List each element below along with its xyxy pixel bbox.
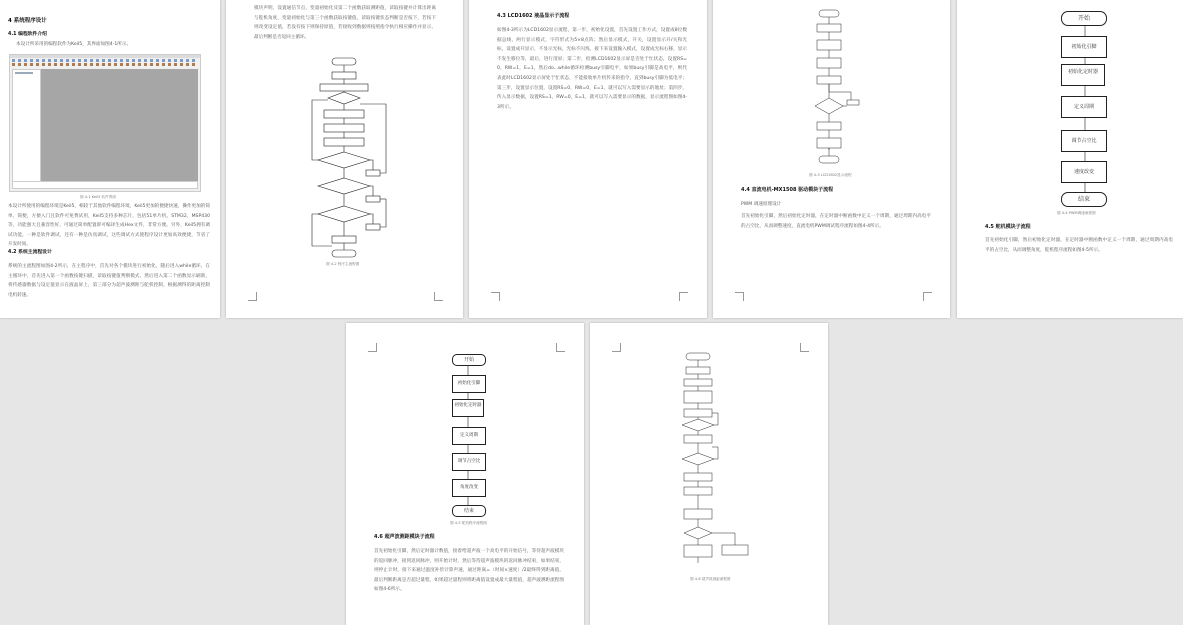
ultrasonic-flowchart: [590, 323, 828, 583]
flow-terminal-start: 开始: [452, 354, 486, 366]
section-heading: 4.4 直流电机-MX1508 驱动模块子流程: [741, 187, 834, 193]
flow-step: 角度改变: [452, 479, 486, 497]
document-page-4: [713, 0, 950, 318]
document-page-1: [0, 0, 220, 318]
paragraph: 本设计所使用的编程环境是Keil5，相较于其他软件编程环境，Keil5更加的便捷快速，操作更加的简单，简便，方便入门且软件可免费试用，Keil5支持多种芯片，包括51单片机，STM32，MSP430等，功能强大且兼容性好，可通过简单配置即可编译生成Hex文件，非常方便。另外，Keil5拥有调试功能，一种是软件调试，还有一种是仿真调试，这些调试方式使程序设计更加高效便捷，节省了开发时间。: [8, 204, 210, 248]
flow-step: 初始化引脚: [452, 375, 486, 393]
paragraph: 如图4-3所示为LCD1602显示流程，第一步，初始化设置，首先设置工作方式，设置成8位数据总线，两行显示模式，字符形式为5×8点阵；然后显示模式，开关，设置显示开/关和光标，设置成开显示，不显示光标，光标不闪烁，接下来设置输入模式，设置成光标右移，显示不发生移位等，最后，进行清屏；第二步，检测LCD1602显示屏是否处于忙状态，设置RS=0，RW=1，E=1，然后do...while循环检测busy引脚电平，如果busy引脚是高电平，则代表此时LCD1602显示屏处于忙状态，不能接收单片机传来的指令，直到busy引脚为低电平；第三步，设置显示位置，设置RS=0，RW=0，E=1，就可以写入需要显示的地址；第四步，传入显示数据，设置RS=1，RW=0，E=1，就可以写入需要显示的数据，显示流程图如图4-3所示。: [497, 28, 687, 110]
servo-flowchart: [346, 323, 584, 523]
section-heading: 4.2 系统主流程设计: [8, 250, 52, 255]
flow-step: 初始化引脚: [1061, 36, 1107, 58]
flow-step: 调节占空比: [452, 453, 486, 471]
figure-caption: 图 4-1 Keil5 软件界面: [80, 195, 116, 199]
flow-terminal-end: 结束: [452, 505, 486, 517]
lcd-flowchart: [713, 0, 950, 318]
paragraph: 本设计所采用的编程软件为Keil5，其界面如图4-1所示。: [16, 42, 132, 47]
figure-caption: 图 4-4 PWM调速流程图: [1057, 211, 1096, 215]
chapter-heading: 4 系统程序设计: [8, 18, 47, 24]
document-page-3: [469, 0, 707, 318]
section-heading: 4.1 编程软件介绍: [8, 32, 47, 37]
keil-screenshot: [9, 54, 201, 192]
document-page-5: [957, 0, 1183, 318]
editor-area: [41, 69, 198, 181]
figure-caption: 图 4-6 超声波测距流程图: [690, 577, 731, 581]
document-page-7: [590, 323, 828, 625]
flow-step: 调节占空比: [1061, 130, 1107, 152]
sub-heading: PWM 调速原理设计: [741, 202, 782, 207]
pwm-flowchart: [957, 0, 1183, 210]
figure-caption: 图 4-2 程序主流程图: [326, 262, 360, 266]
main-flowchart: [226, 0, 463, 318]
document-page-6: [346, 323, 584, 625]
paragraph: 首先初始化引脚，然后初始化定时器，在定时器中断函数中定义一个周期，通过周期内高电平的占空比，从而调整角度，舵机程序流程如图4-5所示。: [985, 238, 1173, 253]
flow-step: 定义周期: [1061, 96, 1107, 118]
flow-step: 初始化定时器: [452, 399, 484, 417]
flow-step: 速度改变: [1061, 161, 1107, 183]
paragraph: 首先初始化引脚，然后定时器计数值，接着给超声波一个高电平的开始信号，等待超声波模块的返回脉冲，接到返回脉冲，则开始计时，然后等待超声波模块的返回脉冲结束，如果结束，则停止计时，接下来通过温度补偿计算声速，通过距离=（时间×速度）/2最终得到距离值，最后判断距离是否超过量程，如果超过量程则将距离值设置成最大量程值，超声波测距流程图如图4-6所示。: [374, 549, 564, 593]
paragraph: 首先初始化引脚，然后初始化定时器，在定时器中断函数中定义一个周期，通过周期内高电平的占空比，从而调整速度，直流电机PWM调试程序流程如图4-4所示。: [741, 214, 931, 229]
section-heading: 4.6 超声波测距模块子流程: [374, 534, 435, 540]
paragraph: 系统的主流程图如图4-2所示，在主程序中，首先对各个模块进行初始化，随后进入while循环，在主循环中，首先进入第一个函数按键扫描，读取按键值判断模式，然后进入第二个函数显示刷新，将传感器数据与设定值显示在液晶屏上，第三部分为超声波测距与舵机控制，根据测得的距离控制电机转速。: [8, 264, 210, 298]
section-heading: 4.5 舵机模块子流程: [985, 224, 1031, 230]
flow-step: 初始化定时器: [1061, 64, 1105, 86]
flow-step: 定义周期: [452, 427, 486, 445]
flow-terminal-start: 开始: [1061, 11, 1107, 26]
figure-caption: 图 4-3 LCD1602显示流程: [809, 173, 852, 177]
section-heading: 4.3 LCD1602 液晶显示子流程: [497, 13, 570, 19]
paragraph: 模块声明，设置通信节点，变量初始化及第二个函数获取测距值，读取按键并计算出距离与舵机角度，变量初始化与第三个函数获取按键值，读取按键状态判断是否按下，若按下则改变设定值，若没有按下则保持原值，若接收到数据则按照指令执行相应操作并显示，最后判断是否返回主循环。: [254, 6, 436, 40]
figure-caption: 图 4-5 舵机程序流程图: [450, 521, 487, 525]
flow-terminal-end: 结束: [1061, 192, 1107, 207]
document-page-2: [226, 0, 463, 318]
